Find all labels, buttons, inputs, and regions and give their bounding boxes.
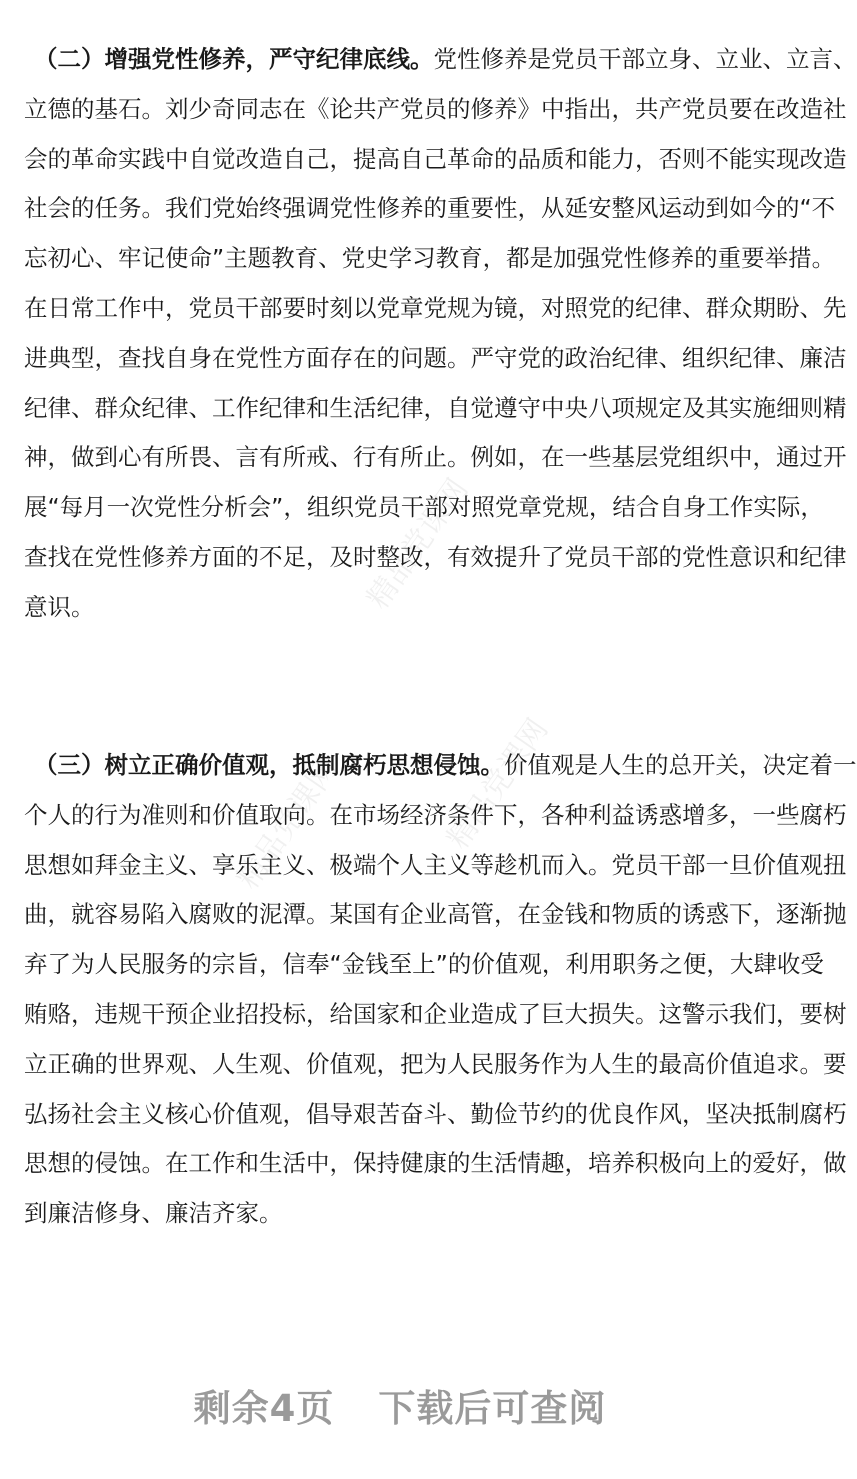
text-line: 立德的基石。刘少奇同志在《论共产党员的修养》中指出，共产党员要在改造社 xyxy=(24,94,847,123)
text-line: 思想的侵蚀。在工作和生活中，保持健康的生活情趣，培养积极向上的爱好，做 xyxy=(24,1149,847,1178)
section-3 xyxy=(24,741,857,1239)
paragraph-first-line xyxy=(24,741,857,791)
section-2 xyxy=(24,35,857,633)
text-line: 会的革命实践中自觉改造自己，提高自己革命的品质和能力，否则不能实现改造 xyxy=(24,144,847,173)
text-line: 立正确的世界观、人生观、价值观，把为人民服务作为人生的最高价值追求。要 xyxy=(24,1049,847,1078)
section-heading: （二）增强党性修养，严守纪律底线。 xyxy=(34,45,434,73)
text-line: 进典型，查找自身在党性方面存在的问题。严守党的政治纪律、组织纪律、廉洁 xyxy=(24,343,847,372)
download-prompt[interactable] xyxy=(0,1378,800,1432)
text-line: 思想如拜金主义、享乐主义、极端个人主义等趁机而入。党员干部一旦价值观扭 xyxy=(24,850,847,879)
watermark: 精品党课网 xyxy=(440,712,556,856)
paragraph-first-line xyxy=(24,35,857,85)
download-to-view-label[interactable]: 下载后可查阅 xyxy=(378,1387,607,1430)
remaining-pages-label: 剩余4页 xyxy=(193,1387,335,1430)
text-line: 个人的行为准则和价值取向。在市场经济条件下，各种利益诱惑增多，一些腐朽 xyxy=(24,800,847,829)
text: 党性修养是党员干部立身、立业、立言、 xyxy=(433,45,857,73)
text-line: 意识。 xyxy=(24,592,95,621)
text-line: 曲，就容易陷入腐败的泥潭。某国有企业高管，在金钱和物质的诱惑下，逐渐抛 xyxy=(24,900,847,929)
watermark: 精品党课网 xyxy=(230,752,346,896)
text-line: 社会的任务。我们党始终强调党性修养的重要性，从延安整风运动到如今的“不 xyxy=(24,194,836,223)
text-line: 查找在党性修养方面的不足，及时整改，有效提升了党员干部的党性意识和纪律 xyxy=(24,542,847,571)
text-line: 在日常工作中，党员干部要时刻以党章党规为镜，对照党的纪律、群众期盼、先 xyxy=(24,293,847,322)
text-line: 忘初心、牢记使命”主题教育、党史学习教育，都是加强党性修养的重要举措。 xyxy=(24,244,836,273)
text-line: 神，做到心有所畏、言有所戒、行有所止。例如，在一些基层党组织中，通过开 xyxy=(24,443,847,472)
text-line: 弃了为人民服务的宗旨，信奉“金钱至上”的价值观，利用职务之便，大肆收受 xyxy=(24,950,824,979)
text-line: 展“每月一次党性分析会”，组织党员干部对照党章党规，结合自身工作实际， xyxy=(24,493,824,522)
text: 价值观是人生的总开关，决定着一 xyxy=(504,751,857,779)
text-line: 到廉洁修身、廉洁齐家。 xyxy=(24,1199,283,1228)
text-line: 弘扬社会主义核心价值观，倡导艰苦奋斗、勤俭节约的优良作风，坚决抵制腐朽 xyxy=(24,1099,847,1128)
text-line: 贿赂，违规干预企业招投标，给国家和企业造成了巨大损失。这警示我们，要树 xyxy=(24,999,847,1028)
section-heading: （三）树立正确价值观，抵制腐朽思想侵蚀。 xyxy=(34,751,504,779)
watermark: 精品党课网 xyxy=(360,472,476,616)
text-line: 纪律、群众纪律、工作纪律和生活纪律，自觉遵守中央八项规定及其实施细则精 xyxy=(24,393,847,422)
